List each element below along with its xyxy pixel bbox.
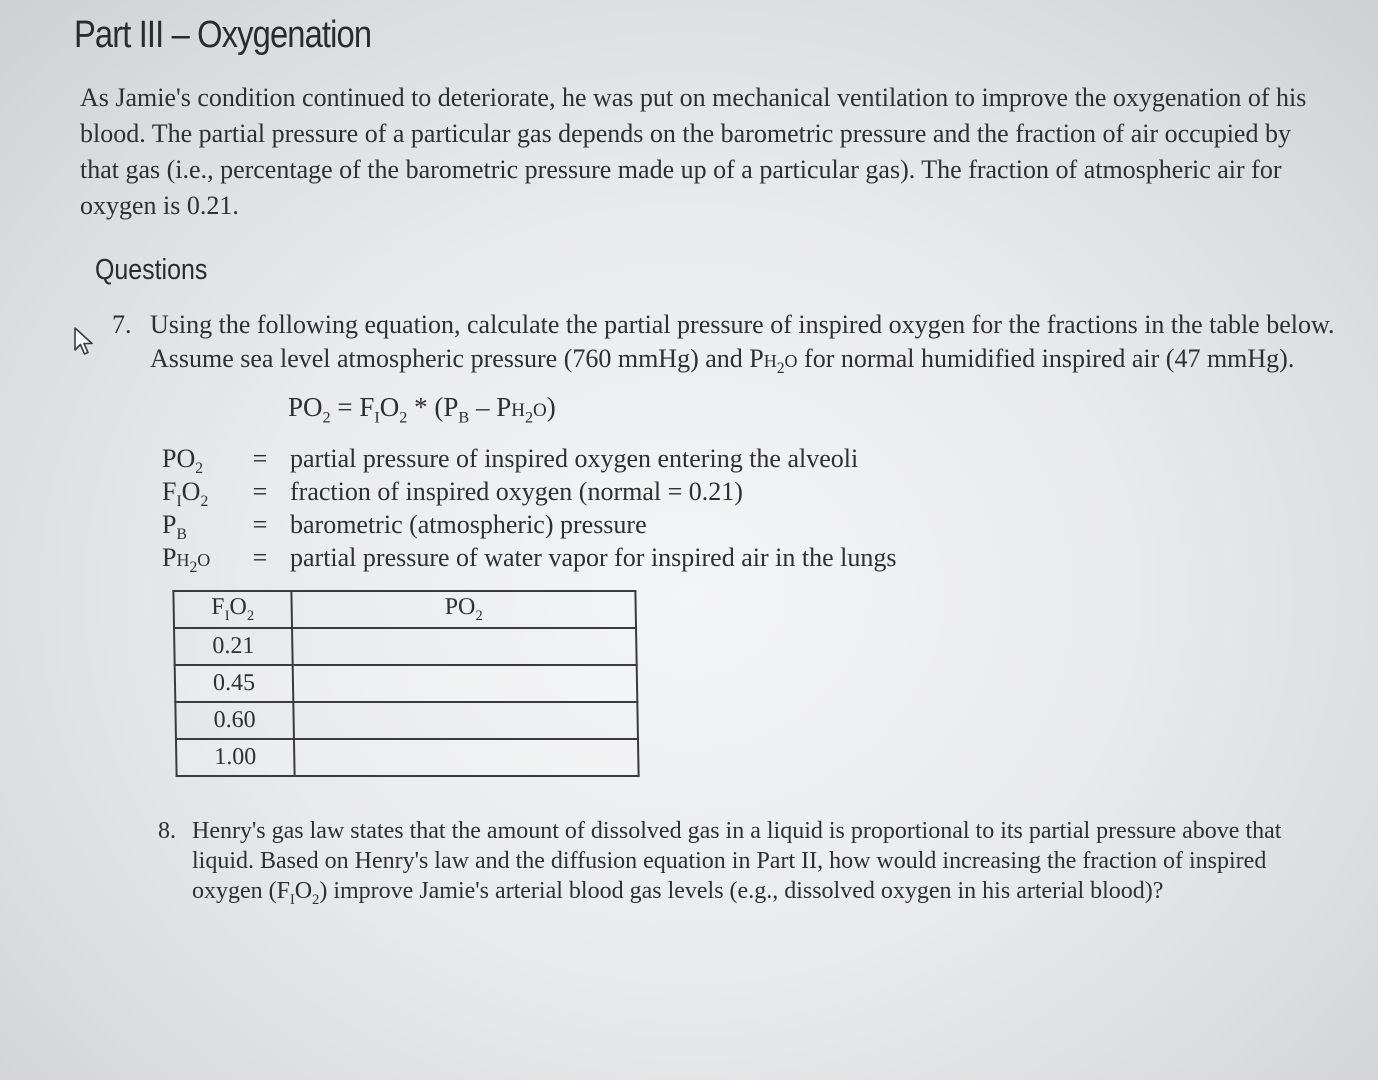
- question-number: 8.: [158, 818, 176, 844]
- question-text: Henry's gas law states that the amount of dissolved gas in a liquid is proportional to its partial pressure above that: [192, 818, 1282, 844]
- table-cell-po2-answer[interactable]: [294, 739, 639, 776]
- intro-paragraph: [80, 80, 1370, 224]
- table-row: [175, 702, 638, 739]
- definition-text: partial pressure of water vapor for inspired air in the lungs: [290, 543, 897, 572]
- definition-equals: =: [252, 477, 268, 506]
- table-row: [174, 628, 637, 665]
- question-8: [158, 816, 1318, 915]
- table-cell-po2-answer[interactable]: [293, 665, 638, 702]
- table-cell-fio2: 0.45: [175, 665, 294, 702]
- fio2-po2-table: [172, 590, 639, 777]
- definition-equals: =: [252, 444, 268, 473]
- question-number: 7.: [112, 310, 132, 339]
- definition-text: partial pressure of inspired oxygen entering the alveoli: [290, 444, 859, 473]
- definition-symbol: $Ph_2o$: [162, 543, 211, 577]
- definition-text: fraction of inspired oxygen (normal = 0.21): [290, 477, 743, 506]
- table-row: [176, 739, 639, 776]
- question-7: [112, 308, 1362, 386]
- question-text-line2: liquid. Based on Henry's law and the diffusion equation in Part II, how would increasing the fraction of inspired: [192, 848, 1267, 874]
- question-text-line3: oxygen $(F_IO_2)$ improve Jamie's arterial blood gas levels (e.g., dissolved oxygen in his arterial blood)?: [192, 878, 1164, 908]
- table-row: [175, 665, 638, 702]
- table-cell-fio2: 0.21: [174, 628, 293, 665]
- definition-equals: =: [252, 510, 268, 539]
- intro-line: oxygen is 0.21.: [80, 191, 239, 220]
- mouse-pointer-icon: [72, 326, 96, 358]
- intro-line: As Jamie's condition continued to deteriorate, he was put on mechanical ventilation to improve the oxygenation of his: [80, 83, 1307, 112]
- table-header-po2: $PO_2$: [291, 591, 636, 628]
- definition-symbol: $PO_2$: [162, 444, 204, 478]
- table-cell-fio2: 0.60: [175, 702, 294, 739]
- table-cell-fio2: 1.00: [176, 739, 295, 776]
- table-header-row: [173, 591, 636, 628]
- intro-line: blood. The partial pressure of a particular gas depends on the barometric pressure and the fraction of air occupied by: [80, 119, 1291, 148]
- questions-heading: Questions: [95, 254, 208, 286]
- question-text-line2: Assume sea level atmospheric pressure (760 mmHg) and $Ph_2o$ for normal humidified inspired air (47 mmHg).: [150, 344, 1295, 378]
- table-cell-po2-answer[interactable]: [292, 628, 637, 665]
- definition-symbol: $F_IO_2$: [162, 477, 209, 511]
- definition-equals: =: [252, 543, 268, 572]
- part-heading: Part III – Oxygenation: [74, 14, 372, 56]
- po2-equation: $PO_2 = F_IO_2 * (P_B - Ph_2o)$: [288, 392, 556, 427]
- definition-symbol: $P_B$: [162, 510, 187, 544]
- definition-text: barometric (atmospheric) pressure: [290, 510, 647, 539]
- question-text: Using the following equation, calculate the partial pressure of inspired oxygen for the fractions in the table below.: [150, 310, 1335, 339]
- intro-line: that gas (i.e., percentage of the barometric pressure made up of a particular gas). The fraction of atmospheric air for: [80, 155, 1282, 184]
- table-cell-po2-answer[interactable]: [293, 702, 638, 739]
- table-header-fio2: $F_IO_2$: [173, 591, 292, 628]
